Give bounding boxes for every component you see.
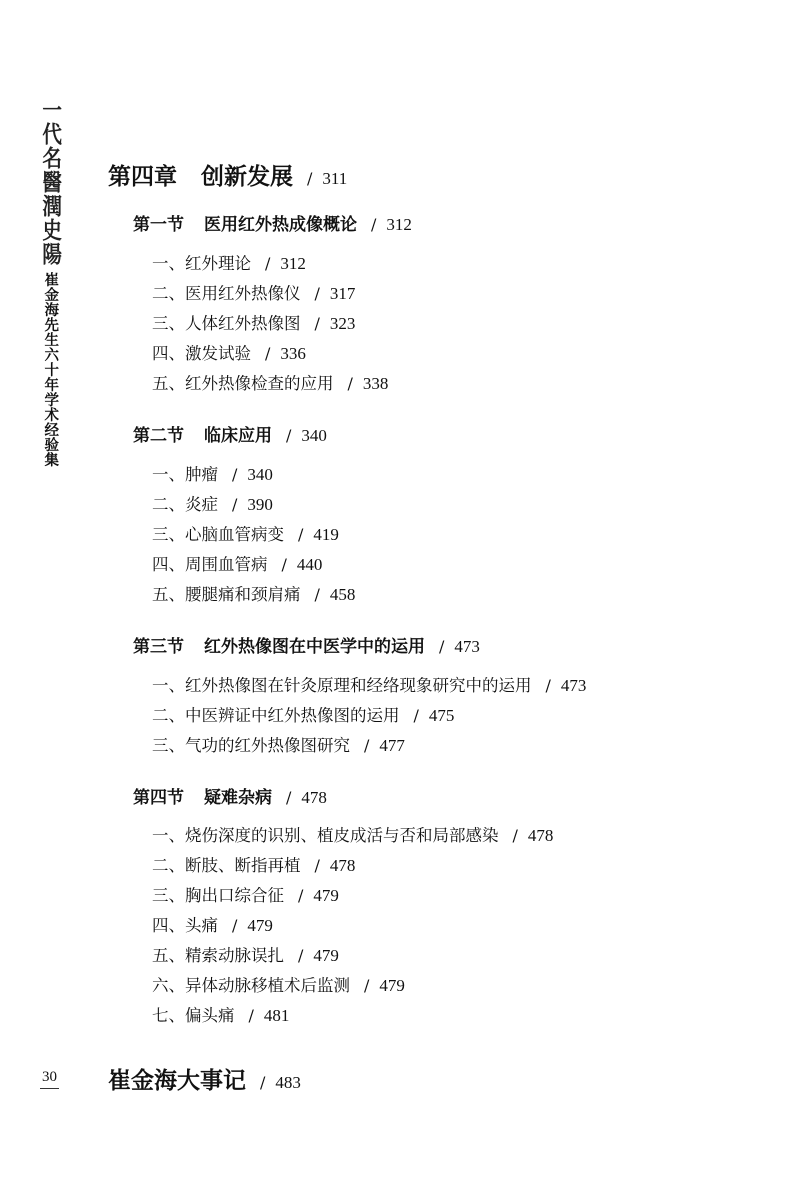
toc-item[interactable] — [152, 972, 405, 996]
item-page: 479 — [247, 916, 273, 935]
toc-item[interactable] — [152, 672, 586, 696]
chapter-number: 第四章 — [108, 163, 177, 190]
section-title: 医用红外热成像概论 — [204, 215, 357, 235]
toc-item[interactable] — [152, 822, 553, 846]
item-page: 323 — [329, 314, 356, 333]
page-number: 30 — [40, 1069, 59, 1089]
appendix-page: 483 — [275, 1073, 301, 1092]
separator: / — [347, 374, 353, 393]
toc-item[interactable] — [152, 250, 306, 274]
series-title-calligraphy: 一代名醫潤史陽 — [38, 98, 62, 266]
item-page: 390 — [247, 495, 273, 514]
item-label: 七、偏头痛 — [152, 1006, 235, 1025]
item-page: 340 — [247, 465, 273, 484]
separator: / — [371, 215, 377, 234]
separator: / — [413, 706, 419, 725]
item-page: 440 — [296, 555, 323, 574]
toc-section[interactable] — [133, 783, 327, 808]
toc-item[interactable] — [152, 581, 355, 605]
item-label: 二、中医辨证中红外热像图的运用 — [152, 706, 400, 725]
item-page: 338 — [362, 374, 389, 393]
toc-item[interactable] — [152, 852, 355, 876]
toc-item[interactable] — [152, 491, 273, 515]
toc-item[interactable] — [152, 280, 355, 304]
toc-item[interactable] — [152, 551, 322, 575]
item-page: 475 — [428, 706, 455, 725]
item-page: 479 — [313, 886, 339, 905]
separator: / — [232, 465, 238, 484]
section-page: 473 — [454, 637, 480, 656]
item-label: 三、气功的红外热像图研究 — [152, 736, 350, 755]
item-label: 三、心脑血管病变 — [152, 525, 284, 544]
item-page: 479 — [313, 946, 339, 965]
separator: / — [314, 585, 320, 604]
separator: / — [298, 946, 304, 965]
item-label: 一、红外热像图在针灸原理和经络现象研究中的运用 — [152, 676, 532, 695]
section-title: 红外热像图在中医学中的运用 — [204, 637, 425, 657]
separator: / — [545, 676, 551, 695]
toc-section[interactable] — [133, 421, 327, 446]
item-label: 三、胸出口综合征 — [152, 886, 284, 905]
section-page: 312 — [386, 215, 412, 234]
separator: / — [364, 736, 370, 755]
separator: / — [298, 886, 304, 905]
item-page: 419 — [313, 525, 339, 544]
separator: / — [281, 555, 287, 574]
item-label: 一、红外理论 — [152, 254, 251, 273]
item-page: 478 — [329, 856, 356, 875]
toc-section[interactable] — [133, 632, 480, 657]
separator: / — [307, 169, 313, 188]
separator: / — [265, 344, 271, 363]
separator: / — [248, 1006, 254, 1025]
toc-item[interactable] — [152, 882, 339, 906]
toc-item[interactable] — [152, 370, 388, 394]
separator: / — [439, 637, 445, 656]
section-page: 340 — [301, 426, 327, 445]
item-label: 六、异体动脉移植术后监测 — [152, 976, 350, 995]
item-label: 四、激发试验 — [152, 344, 251, 363]
toc-item[interactable] — [152, 732, 405, 756]
item-label: 一、肿瘤 — [152, 465, 218, 484]
separator: / — [512, 826, 518, 845]
item-page: 478 — [527, 826, 554, 845]
separator: / — [298, 525, 304, 544]
section-number: 第二节 — [133, 426, 184, 446]
toc-chapter[interactable] — [108, 158, 347, 191]
item-page: 477 — [379, 736, 405, 755]
separator: / — [265, 254, 271, 273]
toc-item[interactable] — [152, 702, 454, 726]
item-label: 三、人体红外热像图 — [152, 314, 301, 333]
spine-title — [34, 98, 66, 467]
item-page: 481 — [263, 1006, 290, 1025]
item-label: 五、红外热像检查的应用 — [152, 374, 334, 393]
toc-item[interactable] — [152, 461, 273, 485]
toc-item[interactable] — [152, 1002, 289, 1026]
section-page: 478 — [301, 788, 327, 807]
book-title: 崔金海先生六十年学术经验集 — [42, 272, 59, 467]
separator: / — [260, 1073, 266, 1092]
item-page: 473 — [560, 676, 587, 695]
separator: / — [314, 856, 320, 875]
separator: / — [314, 314, 320, 333]
item-label: 一、烧伤深度的识别、植皮成活与否和局部感染 — [152, 826, 499, 845]
item-label: 四、头痛 — [152, 916, 218, 935]
section-number: 第一节 — [133, 215, 184, 235]
item-page: 479 — [379, 976, 405, 995]
chapter-title: 创新发展 — [201, 163, 293, 190]
item-label: 五、腰腿痛和颈肩痛 — [152, 585, 301, 604]
separator: / — [286, 788, 292, 807]
section-number: 第三节 — [133, 637, 184, 657]
toc-item[interactable] — [152, 310, 355, 334]
item-label: 五、精索动脉误扎 — [152, 946, 284, 965]
toc-item[interactable] — [152, 912, 273, 936]
toc-section[interactable] — [133, 210, 412, 235]
item-label: 四、周围血管病 — [152, 555, 268, 574]
section-number: 第四节 — [133, 788, 184, 808]
appendix-title: 崔金海大事记 — [108, 1067, 246, 1094]
item-page: 312 — [280, 254, 306, 273]
toc-item[interactable] — [152, 521, 339, 545]
item-page: 458 — [329, 585, 356, 604]
separator: / — [286, 426, 292, 445]
toc-item[interactable] — [152, 340, 306, 364]
item-label: 二、医用红外热像仪 — [152, 284, 301, 303]
section-title: 临床应用 — [204, 426, 272, 446]
section-title: 疑难杂病 — [204, 788, 272, 808]
separator: / — [364, 976, 370, 995]
separator: / — [314, 284, 320, 303]
toc-appendix[interactable] — [108, 1062, 301, 1095]
toc-item[interactable] — [152, 942, 339, 966]
item-label: 二、炎症 — [152, 495, 218, 514]
item-page: 317 — [329, 284, 356, 303]
separator: / — [232, 916, 238, 935]
item-page: 336 — [280, 344, 306, 363]
item-label: 二、断肢、断指再植 — [152, 856, 301, 875]
separator: / — [232, 495, 238, 514]
chapter-page: 311 — [322, 169, 348, 188]
